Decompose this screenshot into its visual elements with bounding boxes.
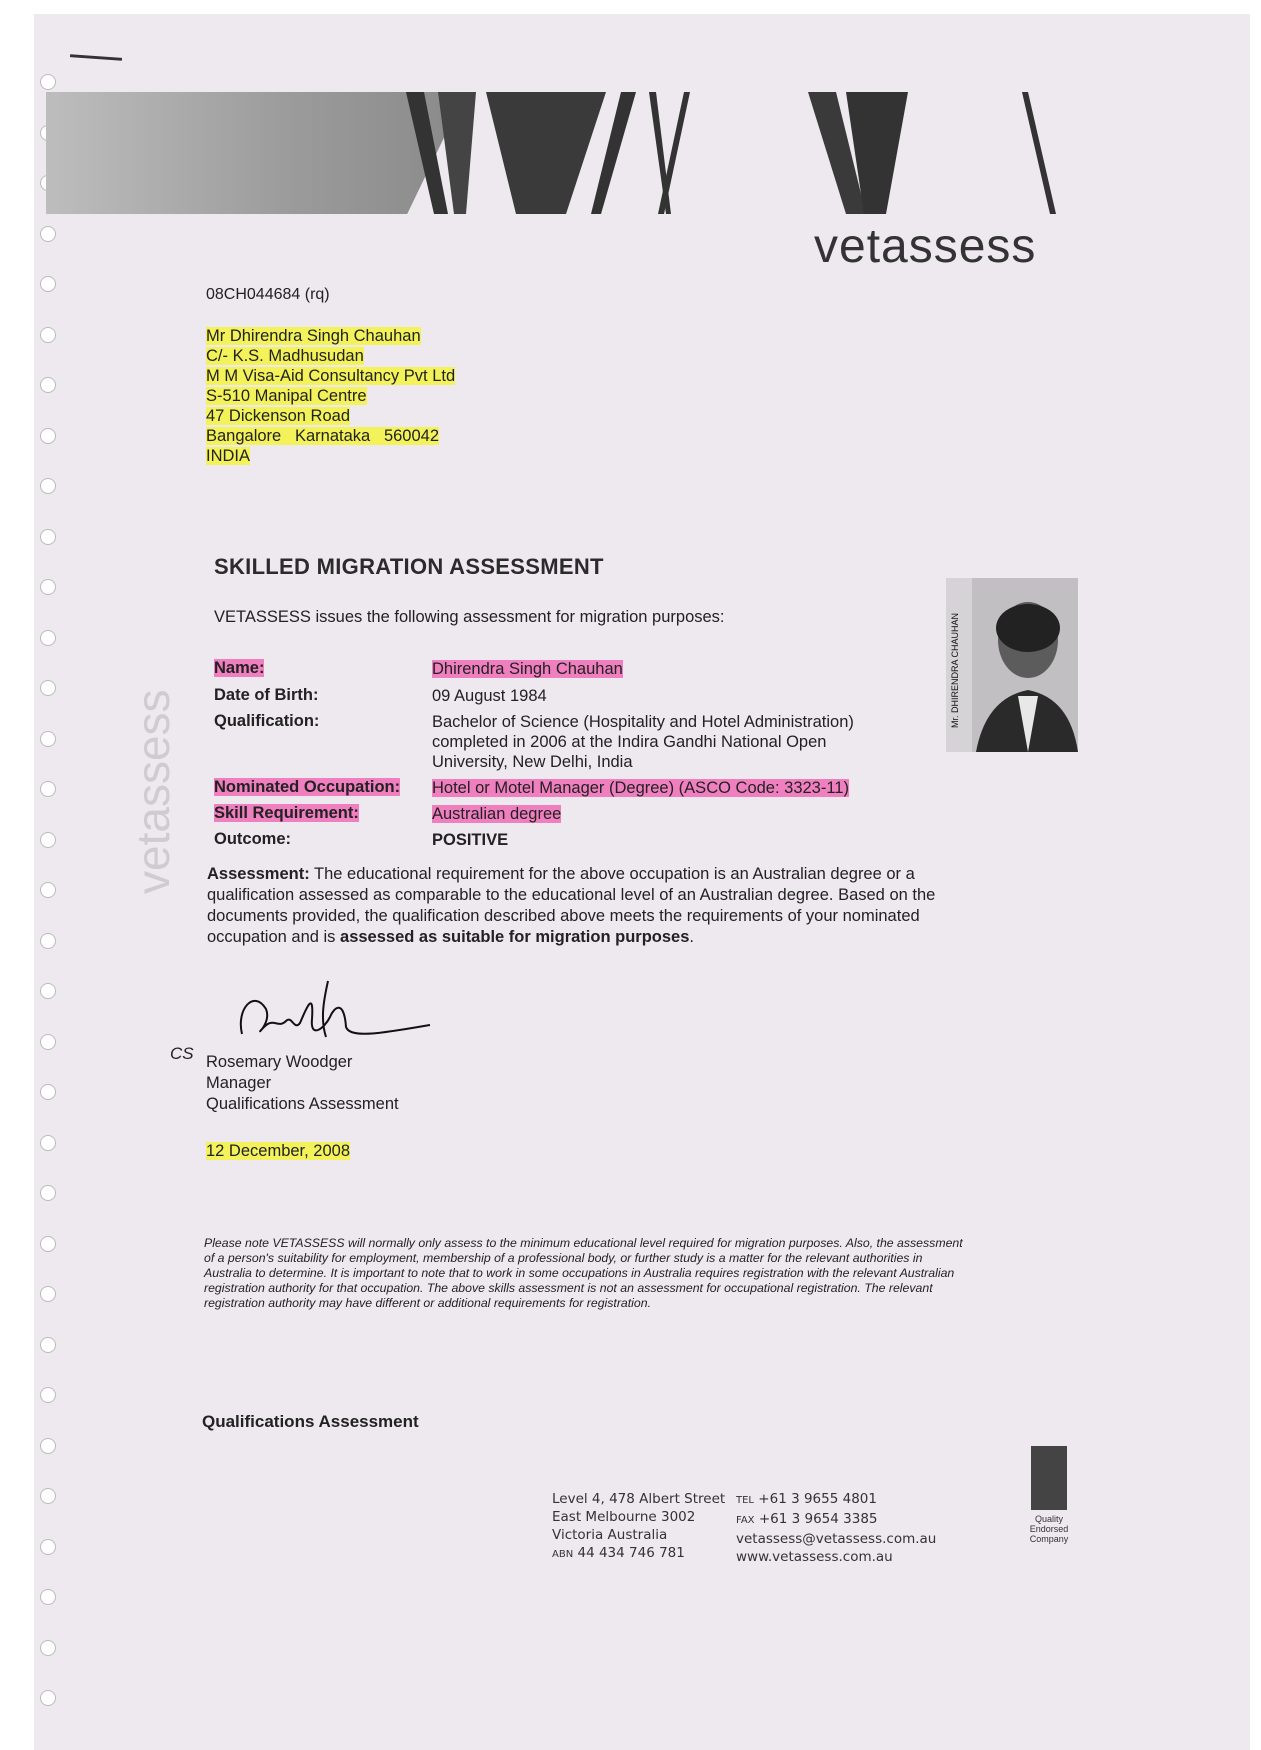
qualification-line: Bachelor of Science (Hospitality and Hotel Administration) — [432, 713, 854, 731]
binder-hole — [40, 630, 56, 646]
badge-line: Company — [1029, 1534, 1069, 1544]
address-line: Level 4, 478 Albert Street — [552, 1491, 726, 1507]
name-label: Name: — [214, 659, 265, 677]
badge-line: Endorsed — [1029, 1524, 1069, 1534]
applicant-photo — [946, 578, 1078, 752]
binder-hole — [40, 1286, 56, 1302]
binder-hole — [40, 327, 56, 343]
address-line: M M Visa-Aid Consultancy Pvt Ltd — [206, 367, 456, 385]
binder-hole — [40, 428, 56, 444]
fax-line: FAX +61 3 9654 3385 — [736, 1511, 878, 1527]
address-line: East Melbourne 3002 — [552, 1509, 696, 1525]
binder-hole — [40, 377, 56, 393]
binder-hole — [40, 1236, 56, 1252]
recipient-address — [206, 326, 455, 466]
binder-hole — [40, 1539, 56, 1555]
binder-hole — [40, 832, 56, 848]
footer-contact — [736, 1490, 936, 1566]
binder-hole — [40, 226, 56, 242]
assessment-bold: assessed as suitable for migration purposes — [340, 928, 690, 946]
signatory-role: Manager — [206, 1074, 272, 1092]
address-line: Mr Dhirendra Singh Chauhan — [206, 327, 421, 345]
banner-stripes — [46, 92, 1181, 214]
disclaimer-note: Please note VETASSESS will normally only assess to the minimum educational level required for migration purposes. Also, the assessment of a person's suitability for employment, membership of a professional body, or further study is a matter for the relevant authorities in Australia to determine. It is important to note that to work in some occupations in Australia requires registration with the relevant Australian registration authority for that occupation. The above skills assessment is not an assessment for occupational registration. The relevant registration authority may have different or additional requirements for registration. — [204, 1236, 963, 1310]
quality-badge — [1019, 1446, 1079, 1544]
footer-heading: Qualifications Assessment — [202, 1412, 419, 1431]
footer-address — [552, 1490, 725, 1564]
assessment-end: . — [689, 928, 694, 946]
occupation-label: Nominated Occupation: — [214, 778, 401, 796]
address-line: INDIA — [206, 447, 251, 465]
binder-hole — [40, 731, 56, 747]
assessment-lead: Assessment: — [207, 865, 310, 883]
binder-hole — [40, 1337, 56, 1353]
tel-line: TEL +61 3 9655 4801 — [736, 1491, 877, 1507]
assessment-paragraph — [207, 864, 967, 948]
name-value: Dhirendra Singh Chauhan — [432, 660, 623, 678]
signatory-name: Rosemary Woodger — [206, 1053, 353, 1071]
binder-hole — [40, 1589, 56, 1605]
binder-hole — [40, 529, 56, 545]
binder-hole — [40, 1690, 56, 1706]
page-title: SKILLED MIGRATION ASSESSMENT — [214, 554, 604, 579]
skill-value: Australian degree — [432, 805, 562, 823]
abn-line: ABN 44 434 746 781 — [552, 1545, 685, 1561]
binder-hole — [40, 882, 56, 898]
badge-line: Quality — [1034, 1514, 1063, 1524]
address-line: Victoria Australia — [552, 1527, 668, 1543]
signatory-initials: CS — [170, 1044, 194, 1063]
signature — [234, 979, 434, 1054]
watermark-logo: vetassess — [127, 689, 179, 894]
skill-label: Skill Requirement: — [214, 804, 359, 822]
address-line: 47 Dickenson Road — [206, 407, 351, 425]
binder-hole — [40, 1185, 56, 1201]
vetassess-logo: vetassess — [814, 220, 1037, 273]
binder-hole — [40, 1387, 56, 1403]
binder-hole — [40, 1488, 56, 1504]
binder-hole — [40, 579, 56, 595]
signatory-department: Qualifications Assessment — [206, 1095, 399, 1113]
binder-hole — [40, 983, 56, 999]
photo-handwriting: Mr. DHIRENDRA CHAUHAN — [950, 612, 960, 728]
header-banner — [46, 92, 1181, 214]
binder-hole — [40, 1084, 56, 1100]
occupation-value: Hotel or Motel Manager (Degree) (ASCO Code: 3323-11) — [432, 779, 849, 797]
binder-hole — [40, 1034, 56, 1050]
dob-label: Date of Birth: — [214, 686, 319, 704]
binder-hole — [40, 1438, 56, 1454]
intro-text: VETASSESS issues the following assessment for migration purposes: — [214, 608, 725, 626]
reference-number: 08CH044684 (rq) — [206, 286, 330, 303]
website-link[interactable]: www.vetassess.com.au — [736, 1549, 893, 1565]
pen-mark — [70, 54, 122, 61]
binder-hole — [40, 781, 56, 797]
binder-holes — [40, 74, 60, 1750]
address-line: S-510 Manipal Centre — [206, 387, 367, 405]
quality-checkmarks-icon — [1031, 1446, 1067, 1510]
dob-value: 09 August 1984 — [432, 687, 547, 705]
qualification-value — [432, 712, 854, 772]
signatory-block — [206, 1052, 399, 1115]
assessment-text: The educational requirement for the above occupation is an Australian degree or a qualification assessed as comparable to the educational level of an Australian degree. Based on the documents provided, the qualification described above meets the requirements of your nominated occupation and is — [207, 865, 936, 946]
qualification-line: University, New Delhi, India — [432, 753, 633, 771]
address-line: Bangalore Karnataka 560042 — [206, 427, 440, 445]
letter-date: 12 December, 2008 — [206, 1142, 351, 1160]
outcome-value: POSITIVE — [432, 831, 509, 849]
binder-hole — [40, 680, 56, 696]
qualification-label: Qualification: — [214, 712, 320, 730]
binder-hole — [40, 276, 56, 292]
binder-hole — [40, 478, 56, 494]
address-line: C/- K.S. Madhusudan — [206, 347, 364, 365]
binder-hole — [40, 1135, 56, 1151]
binder-hole — [40, 1640, 56, 1656]
email-link[interactable]: vetassess@vetassess.com.au — [736, 1531, 937, 1547]
outcome-label: Outcome: — [214, 830, 292, 848]
qualification-line: completed in 2006 at the Indira Gandhi National Open — [432, 733, 827, 751]
binder-hole — [40, 74, 56, 90]
letter-page — [34, 14, 1250, 1750]
binder-hole — [40, 933, 56, 949]
